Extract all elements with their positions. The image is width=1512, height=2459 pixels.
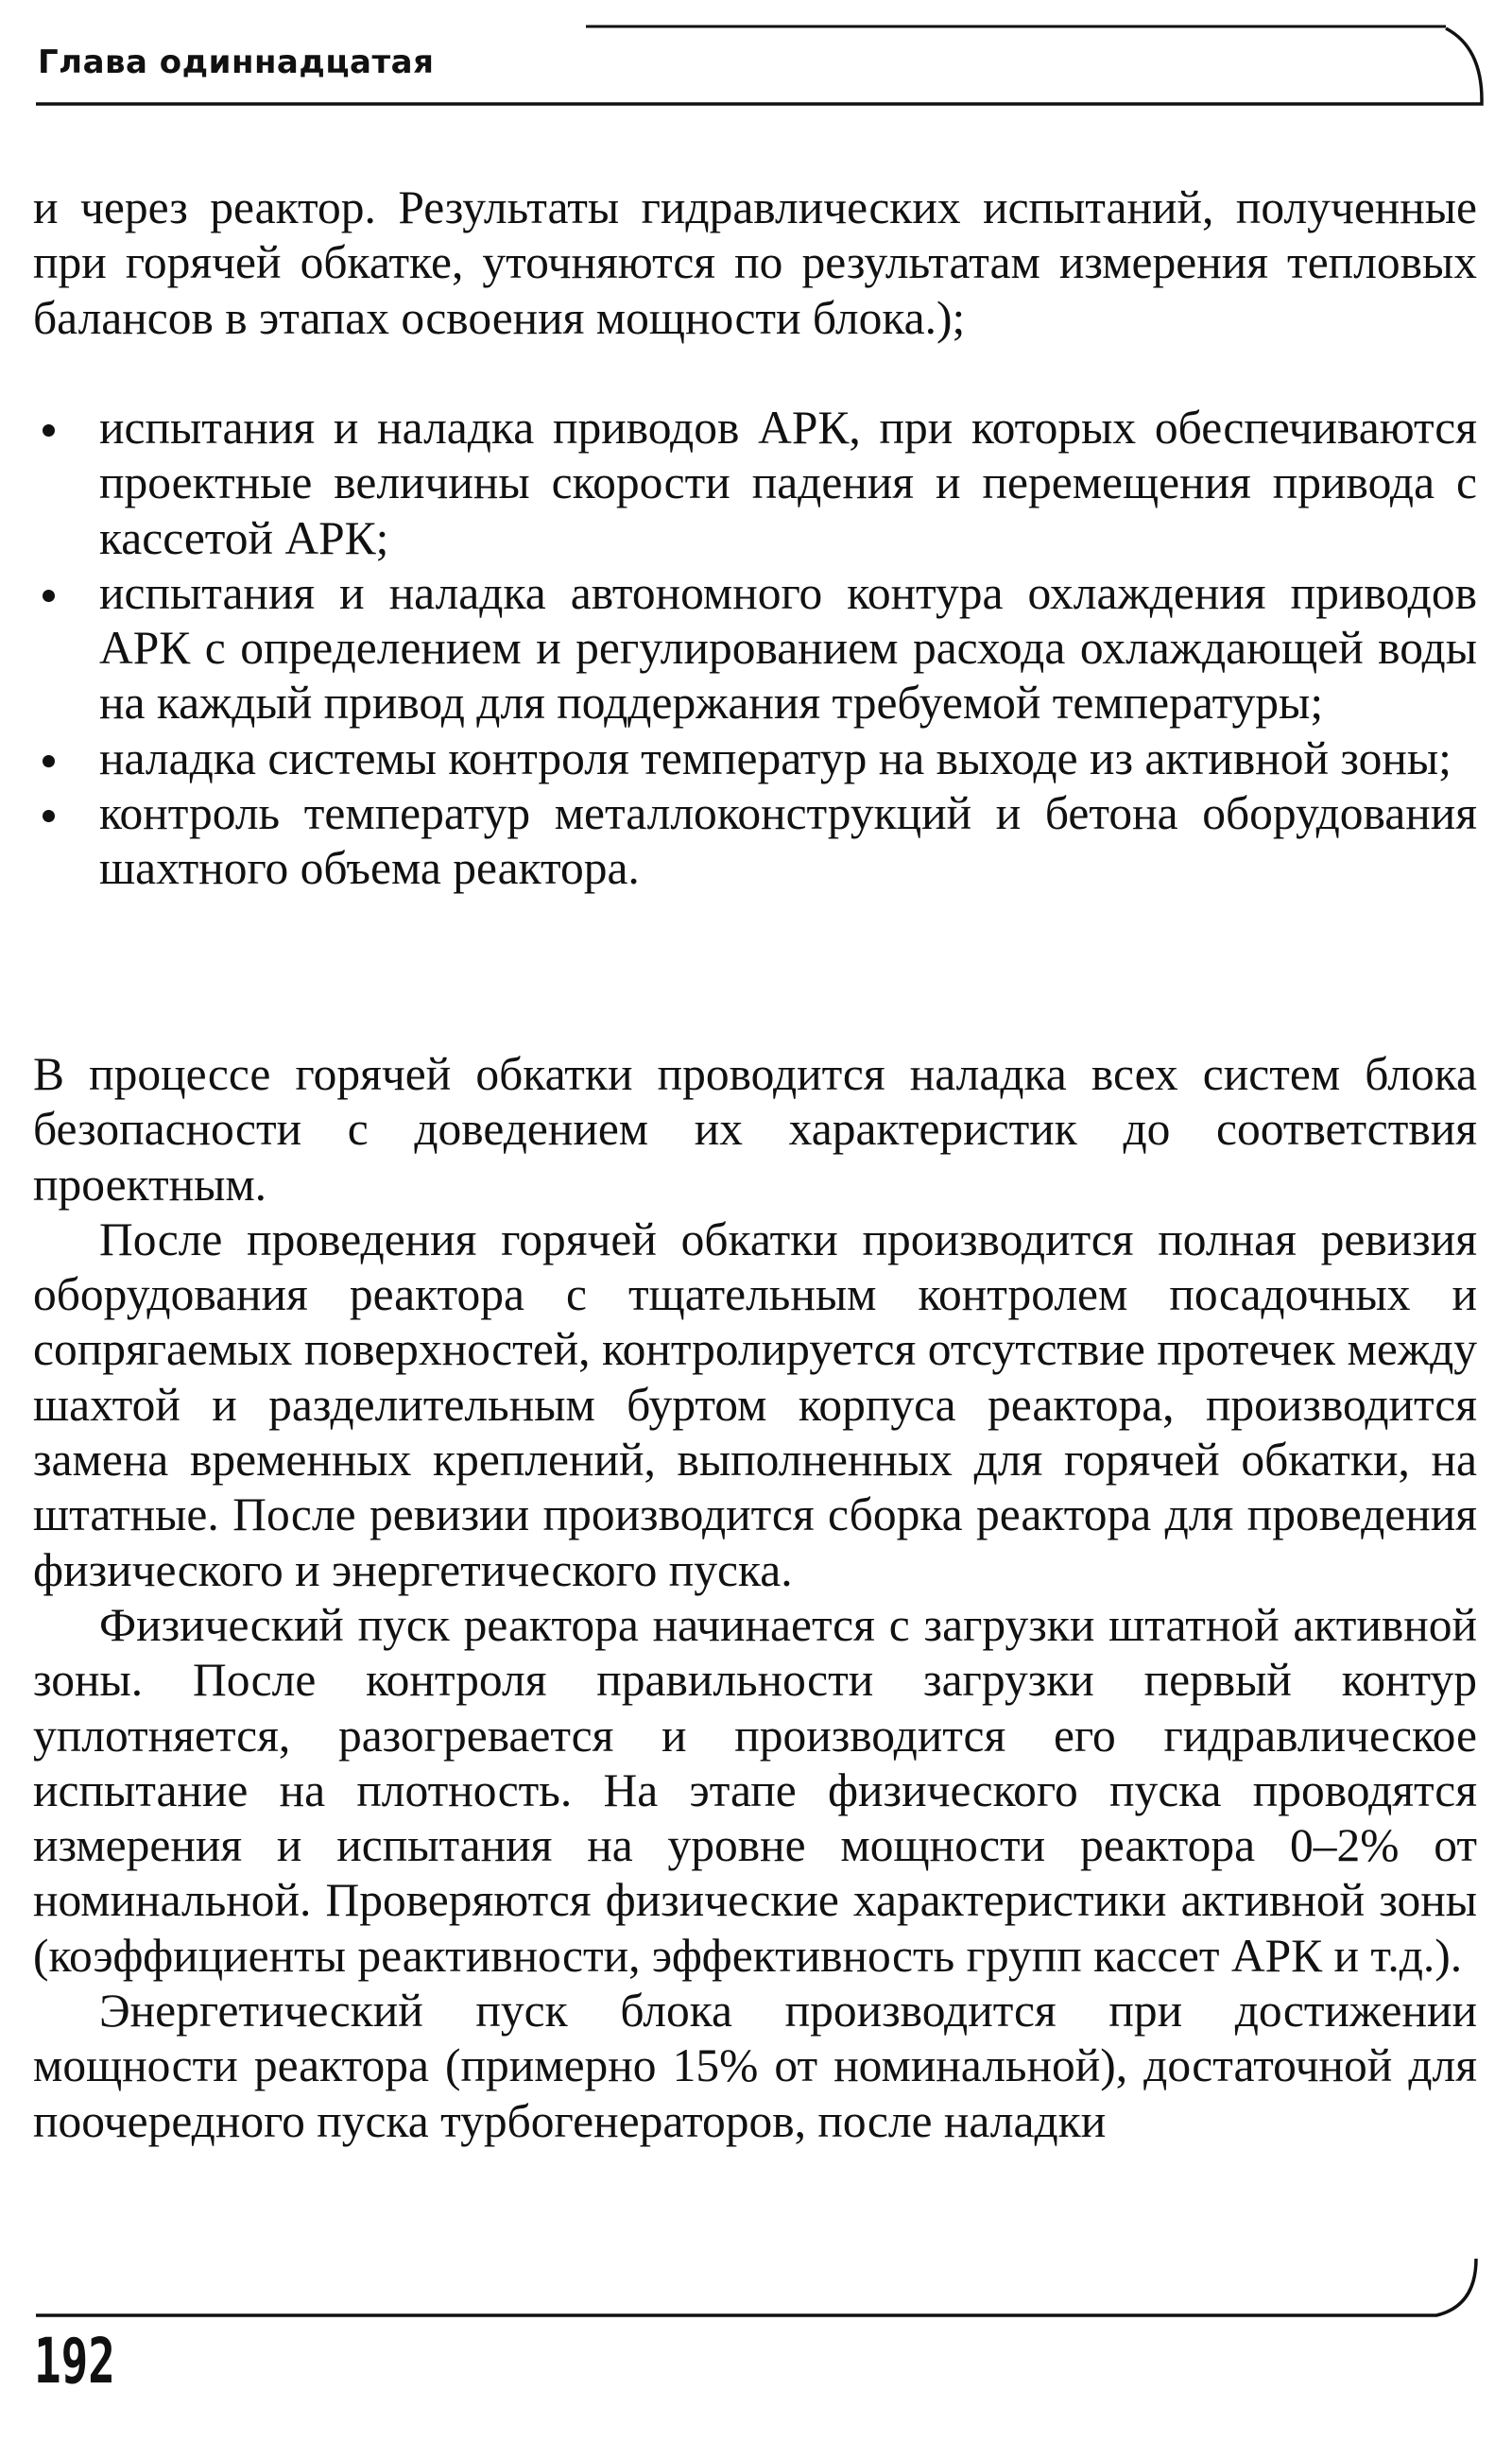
bullet-item bbox=[33, 566, 1477, 731]
bullet-icon bbox=[43, 590, 55, 602]
bullet-list bbox=[33, 401, 1477, 897]
bullet-text: испытания и наладка приводов АРК, при которых обеспечиваются проектные величины скорости падения и перемещения привода с кассетой АРК; bbox=[99, 402, 1477, 564]
bullet-icon bbox=[43, 755, 55, 767]
bullet-text: наладка системы контроля температур на выходе из активной зоны; bbox=[99, 731, 1452, 784]
footer-rule bbox=[36, 2259, 1476, 2315]
body-paragraphs bbox=[33, 1047, 1477, 2149]
paragraph: Энергетический пуск блока производится при достижении мощности реактора (примерно 15% от номинальной), достаточной для поочередного пуска турбогенераторов, после наладки bbox=[33, 1985, 1477, 2147]
bullet-text: контроль температур металлоконструкций и бетона оборудования шахтного объема реактора. bbox=[99, 787, 1477, 895]
bullet-icon bbox=[43, 424, 55, 437]
page-number: 192 bbox=[34, 2325, 115, 2398]
bullet-item bbox=[33, 731, 1477, 786]
bullet-item bbox=[33, 786, 1477, 897]
chapter-header-title: Глава одиннадцатая bbox=[38, 43, 435, 81]
bullet-icon bbox=[43, 810, 55, 822]
paragraph: Физический пуск реактора начинается с загрузки штатной активной зоны. После контроля правильности загрузки первый контур уплотняется, разогревается и производится его гидравлическое испытание на плотность. На этапе физического пуска проводятся измерения и испытания на уровне мощности реактора 0–2% от номинальной. Проверяются физические характеристики активной зоны (коэффициенты реактивности, эффективность групп кассет АРК и т.д.). bbox=[33, 1598, 1477, 1982]
continuation-text: и через реактор. Результаты гидравлических испытаний, полученные при горячей обкатке, уточняются по результатам измерения тепловых балансов в этапах освоения мощности блока.); bbox=[33, 181, 1477, 344]
header-rule bbox=[36, 28, 1482, 104]
bullet-item bbox=[33, 401, 1477, 566]
paragraph: После проведения горячей обкатки производится полная ревизия оборудования реактора с тщательным контролем посадочных и сопрягаемых поверхностей, контролируется отсутствие протечек между шахтой и разделительным буртом корпуса реактора, производится замена временных креплений, выполненных для горячей обкатки, на штатные. После ревизии производится сборка реактора для проведения физического и энергетического пуска. bbox=[33, 1212, 1477, 1596]
paragraph: В процессе горячей обкатки проводится наладка всех систем блока безопасности с доведением их характеристик до соответствия проектным. bbox=[33, 1048, 1477, 1211]
bullet-text: испытания и наладка автономного контура охлаждения приводов АРК с определением и регулированием расхода охлаждающей воды на каждый привод для поддержания требуемой температуры; bbox=[99, 566, 1477, 730]
